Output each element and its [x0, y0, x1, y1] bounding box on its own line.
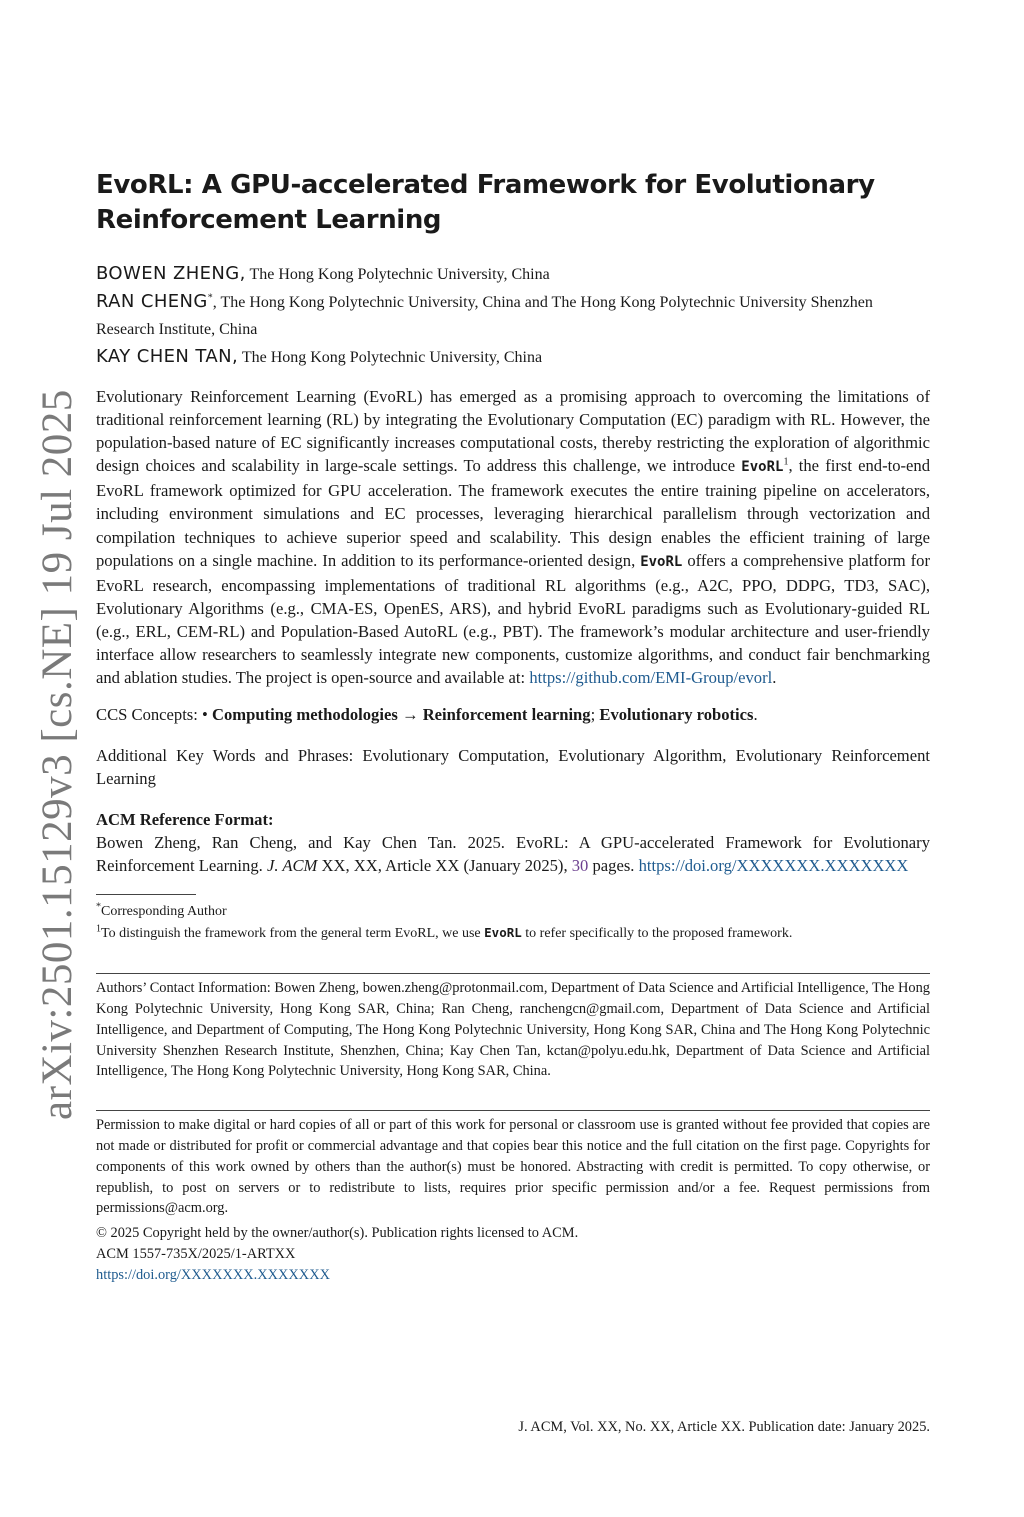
footnote-corresponding: *Corresponding Author — [96, 901, 227, 920]
page-count: 30 — [571, 856, 589, 876]
abstract-text: offers a comprehensive platform for EvoRL research, encompassing implementations of traditional RL algorithms (e.g., A2C, PPO, DDPG, TD3, SAC), Evolutionary Algorithms (e.g., CMA-ES, OpenES, ARS), and hybrid EvoRL paradigms such as Evolutionary-guided RL (e.g., ERL, CEM-RL) and Population-Based AutoRL (e.g., PBT). The framework’s modular architecture and user-friendly interface allow researchers to seamlessly integrate new components, customize algorithms, and conduct fair benchmarking and ablation studies. The project is open-source and available at: — [96, 550, 930, 688]
author-entry — [96, 343, 930, 371]
footnote-mark: 1 — [783, 456, 789, 468]
author-list — [96, 260, 930, 371]
paper-title: EvoRL: A GPU-accelerated Framework for Evolutionary Reinforcement Learning — [96, 170, 875, 235]
ccs-concept: Reinforcement learning — [422, 705, 591, 725]
doi-footer-link[interactable]: https://doi.org/XXXXXXX.XXXXXXX — [96, 1267, 330, 1284]
abstract-text: Evolutionary Reinforcement Learning (EvoRL) has emerged as a promising approach to overcoming the limitations of traditional reinforcement learning (RL) by integrating the Evolutionary Computation (EC) paradigm with RL. However, the population-based nature of EC significantly increases computational costs, thereby restricting the exploration of algorithmic design choices and scalability in large-scale settings. To address this challenge, we introduce — [96, 387, 930, 476]
author-affiliation: The Hong Kong Polytechnic University, China — [249, 266, 550, 283]
github-link[interactable]: https://github.com/EMI-Group/evorl — [529, 668, 773, 688]
ccs-concepts: CCS Concepts: • Computing methodologies → Reinforcement learning; Evolutionary robotics. — [96, 705, 758, 725]
ccs-concept: Evolutionary robotics — [599, 705, 754, 725]
author-name: RAN CHENG — [96, 291, 208, 312]
author-name: KAY CHEN TAN, — [96, 346, 239, 367]
keywords: Additional Key Words and Phrases: Evolutionary Computation, Evolutionary Algorithm, Evolutionary Reinforcement Learning — [96, 746, 930, 789]
author-entry — [96, 288, 930, 343]
framework-name: EvoRL — [741, 459, 784, 476]
author-affiliation: The Hong Kong Polytechnic University, China — [241, 349, 543, 366]
copyright-notice: © 2025 Copyright held by the owner/author(s). Publication rights licensed to ACM. — [96, 1225, 579, 1242]
author-affiliation: , The Hong Kong Polytechnic University, China and The Hong Kong Polytechnic University Shenzhen Research Institute, China — [96, 294, 873, 338]
journal-name: J. ACM — [266, 856, 318, 876]
author-name: BOWEN ZHENG, — [96, 263, 246, 284]
paper-page — [96, 168, 930, 1286]
footnote-1: $^1$To distinguish the framework from the general term EvoRL, we use EvoRL to refer specifically to the proposed framework. — [96, 923, 793, 942]
acm-identifier: ACM 1557-735X/2025/1-ARTXX — [96, 1246, 296, 1263]
contact-divider — [96, 973, 930, 974]
permission-divider — [96, 1110, 930, 1111]
contact-information: Authors’ Contact Information: Bowen Zheng, bowen.zheng@protonmail.com, Department of Data Science and Artificial Intelligence, The Hong Kong Polytechnic University, Hong Kong SAR, China; Ran Cheng, ranchengcn@gmail.com, Department of Data Science and Artificial Intelligence, and Department of Computing, The Hong Kong Polytechnic University, Hong Kong SAR, China and The Hong Kong Polytechnic University Shenzhen Research Institute, Shenzhen, China; Kay Chen Tan, kctan@polyu.edu.hk, Department of Data Science and Artificial Intelligence, The Hong Kong Polytechnic University, Hong Kong SAR, China. — [96, 980, 930, 1080]
footnote-divider — [96, 894, 196, 895]
page-footer: J. ACM, Vol. XX, No. XX, Article XX. Publication date: January 2025. — [518, 1419, 930, 1435]
permission-notice: Permission to make digital or hard copies of all or part of this work for personal or classroom use is granted without fee provided that copies are not made or distributed for profit or commercial advantage and that copies bear this notice and the full citation on the first page. Copyrights for components of this work owned by others than the author(s) must be honored. Abstracting with credit is permitted. To copy otherwise, or republish, to post on servers or to redistribute to lists, requires prior specific permission and/or a fee. Request permissions from permissions@acm.org. — [96, 1117, 930, 1217]
reference-format: Bowen Zheng, Ran Cheng, and Kay Chen Tan. 2025. EvoRL: A GPU-accelerated Framework for Evolutionary Reinforcement Learning. J. ACM XX, XX, Article XX (January 2025), 30 pages. https://doi.org/XXXXXXX.XXXXXXX — [96, 833, 930, 876]
abstract-text: , the first end-to-end EvoRL framework optimized for GPU acceleration. The framework executes the entire training pipeline on accelerators, including environment simulations and EC processes, leveraging hierarchical parallelism through vectorization and compilation techniques to achieve superior speed and scalability. This design enables the efficient training of large populations on a single machine. In addition to its performance-oriented design, — [96, 456, 931, 570]
corresponding-mark: * — [207, 292, 213, 304]
doi-link[interactable]: https://doi.org/XXXXXXX.XXXXXXX — [638, 856, 909, 876]
reference-heading: ACM Reference Format: — [96, 810, 274, 830]
framework-name: EvoRL — [640, 553, 683, 570]
arxiv-identifier: arXiv:2501.15129v3 [cs.NE] 19 Jul 2025 — [34, 389, 81, 1120]
ccs-concept: Computing methodologies — [212, 705, 398, 725]
abstract: Evolutionary Reinforcement Learning (EvoRL) has emerged as a promising approach to overcoming the limitations of traditional reinforcement learning (RL) by integrating the Evolutionary Computation (EC) paradigm with RL. However, the population-based nature of EC significantly increases computational costs, thereby restricting the exploration of algorithmic design choices and scalability in large-scale settings. To address this challenge, we introduce EvoRL$^1$, the first end-to-end EvoRL framework optimized for GPU acceleration. The framework executes the entire training pipeline on accelerators, including environment simulations and EC processes, leveraging hierarchical parallelism through vectorization and compilation techniques to achieve superior speed and scalability. This design enables the efficient training of large populations on a single machine. In addition to its performance-oriented design, EvoRL offers a comprehensive platform for EvoRL research, encompassing implementations of traditional RL algorithms (e.g., A2C, PPO, DDPG, TD3, SAC), Evolutionary Algorithms (e.g., CMA-ES, OpenES, ARS), and hybrid EvoRL paradigms such as Evolutionary-guided RL (e.g., ERL, CEM-RL) and Population-Based AutoRL (e.g., PBT). The framework’s modular architecture and user-friendly interface allow researchers to seamlessly integrate new components, customize algorithms, and conduct fair benchmarking and ablation studies. The project is open-source and available at: https://github.com/EMI-Group/evorl. — [96, 387, 931, 688]
author-entry — [96, 260, 930, 288]
